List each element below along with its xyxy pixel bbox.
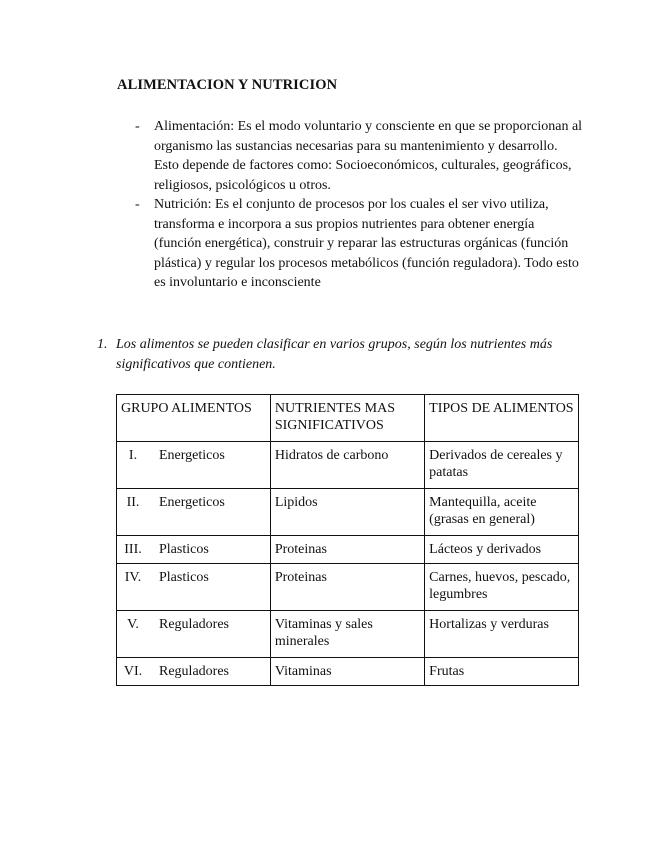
cell-group: [117, 489, 271, 536]
group-name: Reguladores: [159, 664, 229, 679]
table-row: [117, 442, 579, 489]
cell-foods: Frutas: [425, 658, 579, 686]
document-title: ALIMENTACION Y NUTRICION: [117, 77, 338, 93]
cell-nutrients: Proteinas: [270, 536, 424, 564]
cell-nutrients: Vitaminas y sales minerales: [270, 611, 424, 658]
group-name: Energeticos: [159, 495, 225, 510]
definition-item-alimentacion: [0, 117, 584, 195]
group-name: Energeticos: [159, 448, 225, 463]
table-row: [117, 611, 579, 658]
item-text: Los alimentos se pueden clasificar en varios grupos, según los nutrientes más significativos que contienen.: [116, 337, 553, 372]
roman-numeral: III.: [124, 542, 142, 557]
table-header-row: [117, 395, 579, 442]
group-name: Plasticos: [159, 542, 209, 557]
roman-numeral: VI.: [123, 664, 143, 679]
cell-foods: Mantequilla, aceite (grasas en general): [425, 489, 579, 536]
cell-group: [117, 442, 271, 489]
list-dash: -: [135, 119, 140, 134]
table-row: [117, 536, 579, 564]
cell-group: [117, 564, 271, 611]
cell-nutrients: Vitaminas: [270, 658, 424, 686]
header-tipos: TIPOS DE ALIMENTOS: [425, 395, 579, 442]
definitions-list: [0, 117, 584, 293]
definition-text: Alimentación: Es el modo voluntario y consciente en que se proporcionan al organismo las sustancias necesarias para su mantenimiento y desarrollo. Esto depende de factores como: Socioeconómicos, culturales, geográficos, religiosos, psicológicos u otros.: [154, 119, 583, 193]
roman-numeral: I.: [128, 448, 138, 463]
table-row: [117, 489, 579, 536]
cell-nutrients: Hidratos de carbono: [270, 442, 424, 489]
roman-numeral: II.: [126, 495, 140, 510]
group-name: Plasticos: [159, 570, 209, 585]
cell-nutrients: Proteinas: [270, 564, 424, 611]
definition-text: Nutrición: Es el conjunto de procesos por los cuales el ser vivo utiliza, transforma e incorpora a sus propios nutrientes para obtener energía (función energética), construir y reparar las estructuras orgánicas (función plástica) y regular los procesos metabólicos (función reguladora). Todo esto es involuntario e inconsciente: [154, 197, 579, 290]
definition-item-nutricion: [0, 195, 584, 293]
cell-group: [117, 658, 271, 686]
cell-foods: Hortalizas y verduras: [425, 611, 579, 658]
cell-foods: Carnes, huevos, pescado, legumbres: [425, 564, 579, 611]
roman-numeral: V.: [127, 617, 139, 632]
cell-foods: Derivados de cereales y patatas: [425, 442, 579, 489]
roman-numeral: IV.: [124, 570, 142, 585]
cell-group: [117, 536, 271, 564]
header-grupo: GRUPO ALIMENTOS: [117, 395, 271, 442]
table-row: [117, 564, 579, 611]
food-groups-table: [116, 394, 579, 686]
table-row: [117, 658, 579, 686]
numbered-paragraph: [97, 335, 567, 374]
item-number: 1.: [97, 337, 108, 352]
group-name: Reguladores: [159, 617, 229, 632]
header-nutrientes: NUTRIENTES MAS SIGNIFICATIVOS: [270, 395, 424, 442]
cell-nutrients: Lipidos: [270, 489, 424, 536]
cell-foods: Lácteos y derivados: [425, 536, 579, 564]
list-dash: -: [135, 197, 140, 212]
cell-group: [117, 611, 271, 658]
